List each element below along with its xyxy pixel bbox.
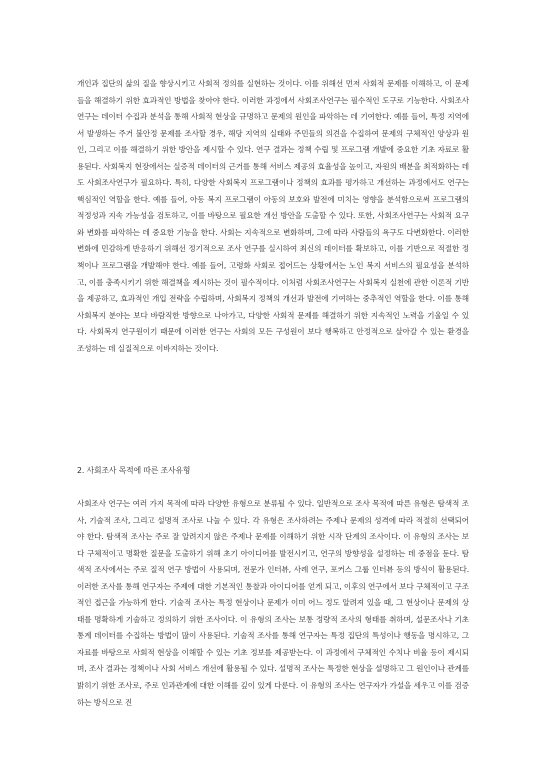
paragraph-1: 개인과 집단의 삶의 질을 향상시키고 사회적 정의를 실현하는 것이다. 이를 위해선 먼저 사회적 문제를 이해하고, 이 문제들을 해결하기 위한 효과적인 방법을 찾아야 한다. 이러한 과정에서 사회조사연구는 필수적인 도구로 기능한다. 사회조사연구는 데이터 수집과 분석을 통해 사회적 현상을 규명하고 문제의 원인을 파악하는 데 기여한다. 예를 들어, 특정 지역에서 발생하는 주거 불안정 문제를 조사할 경우, 해당 지역의 실태와 주민들의 의견을 수집하여 문제의 구체적인 양상과 원인, 그리고 이를 해결하기 위한 방안을 제시할 수 있다. 연구 결과는 정책 수립 및 프로그램 개발에 중요한 기초 자료로 활용된다. 사회복지 현장에서는 실증적 데이터의 근거를 통해 서비스 제공의 효율성을 높이고, 자원의 배분을 최적화하는 데도 사회조사연구가 필요하다. 특히, 다양한 사회복지 프로그램이나 정책의 효과를 평가하고 개선하는 과정에서도 연구는 핵심적인 역할을 한다. 예를 들어, 아동 복지 프로그램이 아동의 보호와 발전에 미치는 영향을 분석함으로써 프로그램의 적정성과 지속 가능성을 검토하고, 이를 바탕으로 필요한 개선 방안을 도출할 수 있다. 또한, 사회조사연구는 사회적 요구와 변화를 파악하는 데 중요한 기능을 한다. 사회는 지속적으로 변화하며, 그에 따라 사람들의 욕구도 다변화한다. 이러한 변화에 민감하게 반응하기 위해선 정기적으로 조사 연구를 실시하여 최신의 데이터를 확보하고, 이를 기반으로 적절한 정책이나 프로그램을 개발해야 한다. 예를 들어, 고령화 사회로 접어드는 상황에서는 노인 복지 서비스의 필요성을 분석하고, 이를 충족시키기 위한 해결책을 제시하는 것이 필수적이다. 이처럼 사회조사연구는 사회복지 실천에 관한 이론적 기반을 제공하고, 효과적인 개입 전략을 수립하며, 사회복지 정책의 개선과 발전에 기여하는 중추적인 역할을 한다. 이를 통해 사회복지 분야는 보다 바람직한 방향으로 나아가고, 다양한 사회적 문제를 해결하기 위한 지속적인 노력을 기울일 수 있다. 사회복지 연구원이기 때문에 이러한 연구는 사회의 모든 구성원이 보다 행복하고 안정적으로 살아갈 수 있는 환경을 조성하는 데 실질적으로 이바지하는 것이다.: [77, 79, 470, 353]
section-heading: 2. 사회조사 목적에 따른 조사유형: [77, 466, 191, 475]
paragraph-2: 사회조사 연구는 여러 가지 목적에 따라 다양한 유형으로 분류될 수 있다. 일반적으로 조사 목적에 따른 유형은 탐색적 조사, 기술적 조사, 그리고 설명적 조사로 나눌 수 있다. 각 유형은 조사하려는 주제나 문제의 성격에 따라 적절히 선택되어야 한다. 탐색적 조사는 주로 잘 알려지지 않은 주제나 문제를 이해하기 위한 시작 단계의 조사이다. 이 유형의 조사는 보다 구체적이고 명확한 질문을 도출하기 위해 초기 아이디어를 발전시키고, 연구의 방향성을 설정하는 데 중점을 둔다. 탐색적 조사에서는 주로 질적 연구 방법이 사용되며, 전문가 인터뷰, 사례 연구, 포커스 그룹 인터뷰 등의 방식이 활용된다. 이러한 조사를 통해 연구자는 주제에 대한 기본적인 통찰과 아이디어를 얻게 되고, 이후의 연구에서 보다 구체적이고 구조적인 접근을 가능하게 한다. 기술적 조사는 특정 현상이나 문제가 이미 어느 정도 알려져 있을 때, 그 현상이나 문제의 상태를 명확하게 기술하고 정의하기 위한 조사이다. 이 유형의 조사는 보통 정량적 조사의 형태를 취하며, 설문조사나 기초 통계 데이터를 수집하는 방법이 많이 사용된다. 기술적 조사를 통해 연구자는 특정 집단의 특성이나 행동을 명시하고, 그 자료를 바탕으로 사회적 현상을 이해할 수 있는 기초 정보를 제공받는다. 이 과정에서 구체적인 수치나 비율 등이 제시되며, 조사 결과는 정책이나 사회 서비스 개선에 활용될 수 있다. 설명적 조사는 특정한 현상을 설명하고 그 원인이나 관계를 밝히기 위한 조사로, 주로 인과관계에 대한 이해를 깊이 있게 다룬다. 이 유형의 조사는 연구자가 가설을 세우고 이를 검증하는 방식으로 진: [77, 499, 469, 707]
body-text-block-1: [77, 76, 469, 357]
body-text-block-2: [77, 496, 469, 711]
